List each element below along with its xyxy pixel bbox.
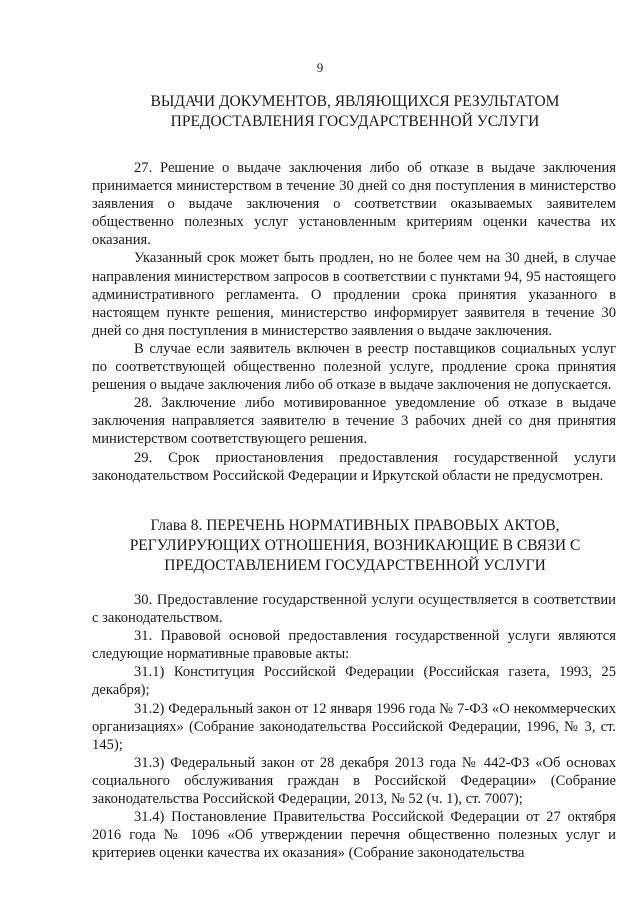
section-heading-line-1: ВЫДАЧИ ДОКУМЕНТОВ, ЯВЛЯЮЩИХСЯ РЕЗУЛЬТАТОМ xyxy=(150,93,560,110)
paragraph-31-2: 31.2) Федеральный закон от 12 января 1996 года № 7-ФЗ «О некоммерческих организациях» (Собрание законодательства Российской Федерации, 1996, № 3, ст. 145); xyxy=(92,700,616,753)
chapter-8-heading xyxy=(90,516,620,576)
paragraph-29: 29. Срок приостановления предоставления государственной услуги законодательством Российской Федерации и Иркутской области не предусмотрен. xyxy=(92,449,616,484)
paragraph-31-3: 31.3) Федеральный закон от 28 декабря 2013 года № 442-ФЗ «Об основах социального обслуживания граждан в Российской Федерации» (Собрание законодательства Российской Федерации, 2013, № 52 (ч. 1), ст. 7007); xyxy=(92,754,616,808)
paragraph-30: 30. Предоставление государственной услуги осуществляется в соответствии с законодательством. xyxy=(92,592,616,627)
section-heading-line-2: ПРЕДОСТАВЛЕНИЯ ГОСУДАРСТВЕННОЙ УСЛУГИ xyxy=(170,113,540,130)
paragraph-28: 28. Заключение либо мотивированное уведомление об отказе в выдаче заключения направляется заявителю в течение 3 рабочих дней со дня принятия министерством соответствующего решения. xyxy=(92,395,616,448)
section-body xyxy=(92,159,616,485)
chapter-8-heading-line-3: ПРЕДОСТАВЛЕНИЕМ ГОСУДАРСТВЕННОЙ УСЛУГИ xyxy=(164,557,546,574)
section-heading xyxy=(90,92,620,132)
paragraph-27-registry: В случае если заявитель включен в реестр поставщиков социальных услуг по соответствующей общественно полезной услуге, продление срока принятия решения о выдаче заключения либо об отказе в выдаче заключения не допускается. xyxy=(92,340,616,394)
paragraph-31-4: 31.4) Постановление Правительства Российской Федерации от 27 октября 2016 года № 1096 «Об утверждении перечня общественно полезных услуг и критериев оценки качества их оказания» (Собрание законодательства xyxy=(92,809,616,862)
chapter-8-heading-line-2: РЕГУЛИРУЮЩИХ ОТНОШЕНИЯ, ВОЗНИКАЮЩИЕ В СВЯЗИ С xyxy=(129,537,581,554)
paragraph-31: 31. Правовой основой предоставления государственной услуги являются следующие нормативные правовые акты: xyxy=(92,628,616,663)
paragraph-31-1: 31.1) Конституция Российской Федерации (Российская газета, 1993, 25 декабря); xyxy=(92,664,616,699)
paragraph-27-extension: Указанный срок может быть продлен, но не более чем на 30 дней, в случае направления министерством запросов в соответствии с пунктами 94, 95 настоящего административного регламента. О продлении срока принятия указанного в настоящем пункте решения, министерство информирует заявителя в течение 30 дней со дня поступления в министерство заявления о выдаче заключения. xyxy=(92,250,616,339)
chapter-8-heading-line-1: Глава 8. ПЕРЕЧЕНЬ НОРМАТИВНЫХ ПРАВОВЫХ АКТОВ, xyxy=(150,517,560,534)
paragraph-27: 27. Решение о выдаче заключения либо об отказе в выдаче заключения принимается министерством в течение 30 дней со дня поступления в министерство заявления о выдаче заключения о соответствии оказываемых заявителем общественно полезных услуг установленным критериям оценки качества их оказания. xyxy=(92,160,616,249)
chapter-8-body xyxy=(92,591,616,862)
page-number: 9 xyxy=(316,60,324,75)
